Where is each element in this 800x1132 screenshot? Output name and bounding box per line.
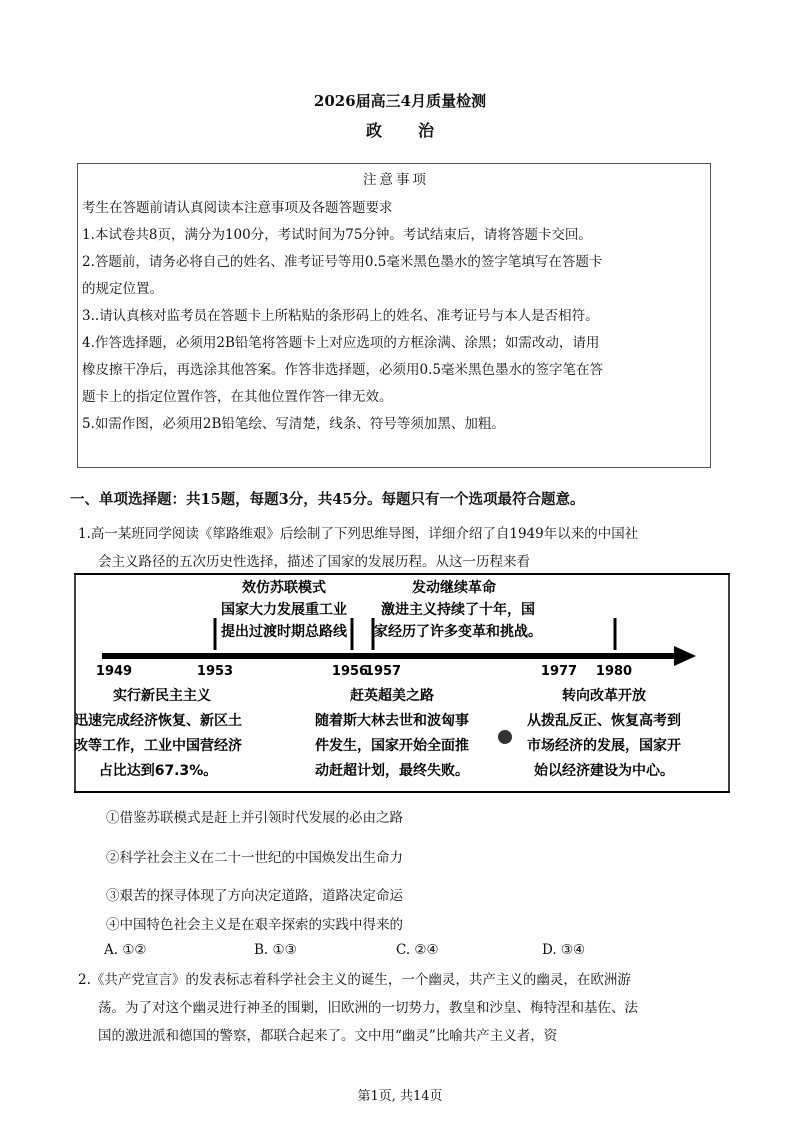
choice-a[interactable]: A. ①② xyxy=(104,942,147,958)
bottom-block-2-title: 赶英超美之路 xyxy=(350,688,434,704)
top-block-2-title: 发动继续革命 xyxy=(412,580,496,596)
notice-line: 题卡上的指定位置作答，在其他位置作答一律无效。 xyxy=(82,389,393,405)
year-label: 1977 xyxy=(540,664,578,679)
choice-c[interactable]: C. ②④ xyxy=(396,942,439,958)
option-4: ④中国特色社会主义是在艰辛探索的实践中得来的 xyxy=(106,917,403,933)
choice-d[interactable]: D. ③④ xyxy=(542,942,586,958)
timeline-arrowhead xyxy=(674,646,696,666)
bottom-block-1-title: 实行新民主主义 xyxy=(113,688,211,704)
top-block-1-line: 国家大力发展重工业 xyxy=(221,602,347,618)
notice-heading: 注意事项 xyxy=(363,172,429,188)
notice-line: 5.如需作图，必须用2B铅笔绘、写清楚，线条、符号等须加黑、加粗。 xyxy=(82,416,505,432)
option-1: ①借鉴苏联模式是赶上并引领时代发展的必由之路 xyxy=(106,810,403,826)
bottom-block-1-line: 迅速完成经济恢复、新区土 xyxy=(74,713,242,729)
option-2: ②科学社会主义在二十一世纪的中国焕发出生命力 xyxy=(106,850,403,866)
bottom-block-2-line: 动赶超计划，最终失败。 xyxy=(315,763,469,779)
year-label: 1957 xyxy=(364,664,402,679)
stamp-mark-icon xyxy=(498,730,512,744)
top-block-2-line: 激进主义持续了十年，国 xyxy=(381,602,535,618)
top-block-2-line: 家经历了许多变革和挑战。 xyxy=(374,624,542,640)
bottom-block-2-line: 随着斯大林去世和波匈事 xyxy=(315,713,469,729)
notice-box xyxy=(77,163,711,468)
bottom-block-1-line: 占比达到67.3%。 xyxy=(98,763,218,779)
question-2-line: 国的激进派和德国的警察，都联合起来了。文中用“幽灵”比喻共产主义者，资 xyxy=(98,1028,558,1044)
option-3: ③艰苦的探寻体现了方向决定道路，道路决定命运 xyxy=(106,888,403,904)
question-1-stem xyxy=(78,520,728,576)
question-1-line: 1.高一某班同学阅读《筚路维艰》后绘制了下列思维导图，详细介绍了自1949年以来的中国社 xyxy=(78,526,639,542)
year-label: 1953 xyxy=(196,664,234,679)
choice-b[interactable]: B. ①③ xyxy=(254,942,297,958)
section-heading: 一、单项选择题：共15题，每题3分，共45分。每题只有一个选项最符合题意。 xyxy=(70,491,585,508)
question-1-line: 会主义路径的五次历史性选择，描述了国家的发展历程。从这一历程来看 xyxy=(98,554,530,570)
bottom-block-2-line: 件发生，国家开始全面推 xyxy=(315,738,469,754)
page-footer: 第1页, 共14页 xyxy=(357,1089,443,1104)
bottom-block-3-line: 始以经济建设为中心。 xyxy=(534,763,674,779)
top-block-1-title: 效仿苏联模式 xyxy=(242,580,326,596)
notice-line: 3..请认真核对监考员在答题卡上所粘贴的条形码上的姓名、准考证号与本人是否相符。 xyxy=(82,308,599,324)
bottom-block-3-line: 市场经济的发展，国家开 xyxy=(527,738,681,754)
notice-line: 的规定位置。 xyxy=(82,281,163,297)
year-label: 1949 xyxy=(95,664,133,679)
year-label: 1980 xyxy=(595,664,633,679)
exam-title: 2026届高三4月质量检测 xyxy=(313,92,487,110)
bottom-block-1-line: 改等工作，工业中国营经济 xyxy=(74,738,242,754)
top-block-1-line: 提出过渡时期总路线 xyxy=(221,624,347,640)
question-2-line: 2.《共产党宣言》的发表标志着科学社会主义的诞生，一个幽灵，共产主义的幽灵，在欧洲游 xyxy=(78,972,631,988)
bottom-block-3-title: 转向改革开放 xyxy=(562,688,646,704)
timeline-diagram xyxy=(74,572,730,794)
year-label: 1956 xyxy=(331,664,369,679)
notice-line: 2.答题前，请务必将自己的姓名、准考证号等用0.5毫米黑色墨水的签字笔填写在答题卡 xyxy=(82,254,603,270)
notice-line: 4.作答选择题，必须用2B铅笔将答题卡上对应选项的方框涂满、涂黑；如需改动，请用 xyxy=(82,335,600,351)
subject-title: 政治 xyxy=(365,121,470,140)
notice-line: 橡皮擦干净后，再选涂其他答案。作答非选择题，必须用0.5毫米黑色墨水的签字笔在答 xyxy=(82,362,603,378)
question-2-stem xyxy=(78,966,728,1050)
question-2-line: 荡。为了对这个幽灵进行神圣的围剿，旧欧洲的一切势力，教皇和沙皇、梅特涅和基佐、法 xyxy=(98,1000,638,1016)
notice-line: 考生在答题前请认真阅读本注意事项及各题答题要求 xyxy=(82,200,393,216)
notice-line: 1.本试卷共8页，满分为100分，考试时间为75分钟。考试结束后，请将答题卡交回。 xyxy=(82,227,592,243)
bottom-block-3-line: 从拨乱反正、恢复高考到 xyxy=(527,713,681,729)
